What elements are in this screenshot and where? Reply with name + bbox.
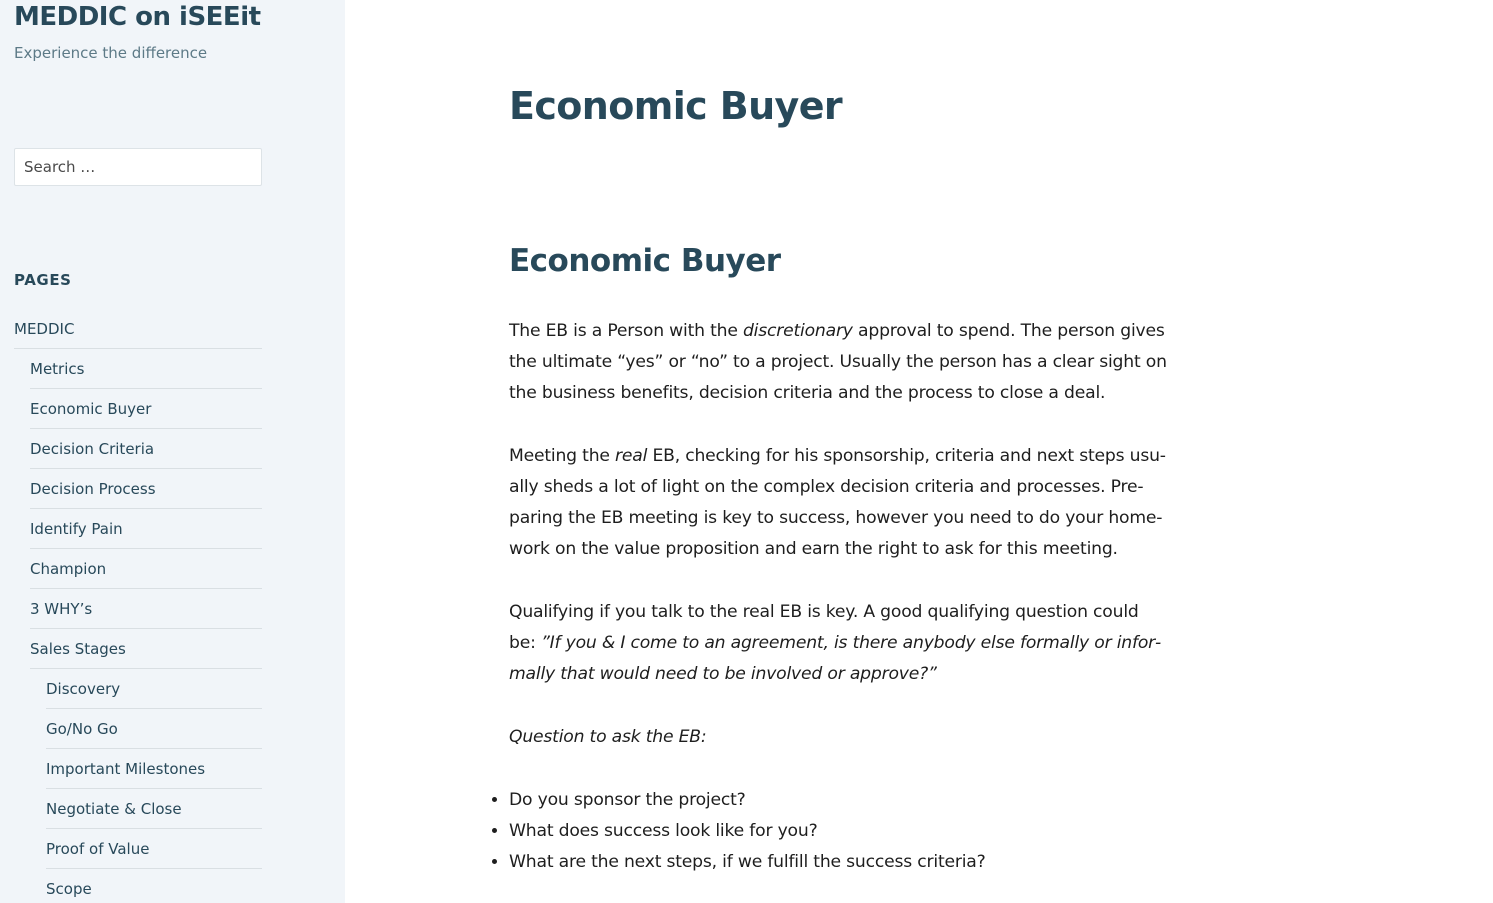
paragraph-qualifying	[509, 597, 1169, 690]
list-item: • What are the next steps, if we fulfill the success criteria?	[509, 847, 1169, 878]
nav-item-decision-criteria[interactable]: Decision Criteria	[30, 429, 262, 469]
site-title[interactable]: MEDDIC on iSEEit	[14, 2, 261, 32]
list-item: • Do you sponsor the project?	[509, 785, 1169, 816]
paragraph-text: The EB is a Person with the	[509, 321, 743, 341]
emphasis-text: discretionary	[742, 321, 853, 341]
site-description: Experience the difference	[14, 44, 208, 62]
paragraph-text: approval to spend. The person gives the ultimate “yes” or “no” to a project. Usually the person has a clear sight on the business benefits, decision criteria and the process to close a deal.	[509, 321, 1167, 403]
nav-item-economic-buyer[interactable]: Economic Buyer	[30, 389, 262, 429]
nav-item-go-no-go[interactable]: Go/No Go	[46, 709, 262, 749]
emphasis-text: real	[615, 446, 648, 466]
nav-item-discovery[interactable]: Discovery	[46, 669, 262, 709]
search-input[interactable]	[14, 148, 262, 186]
nav-item-champion[interactable]: Champion	[30, 549, 262, 589]
qualifying-question: ”If you & I come to an agreement, is there anybody else formally or informally that would need to be involved or approve?”	[509, 633, 1162, 684]
nav-item-meddic[interactable]: MEDDIC	[14, 309, 262, 349]
pages-nav	[14, 309, 262, 903]
nav-item-negotiate-close[interactable]: Negotiate & Close	[46, 789, 262, 829]
nav-item-decision-process[interactable]: Decision Process	[30, 469, 262, 509]
paragraph-meeting	[509, 441, 1169, 565]
nav-item-sales-stages[interactable]: Sales Stages	[30, 629, 262, 669]
paragraph-text: Qualifying if you talk to the real EB is key. A good qualifying question could be:	[509, 602, 1139, 653]
section-title: Economic Buyer	[509, 243, 781, 279]
paragraph-text: EB, checking for his sponsorship, criteria and next steps usually sheds a lot of light on the complex decision criteria and processes. Preparing the EB meeting is key to success, however you need to do your homework on the value proposition and earn the right to ask for this meeting.	[509, 446, 1166, 559]
list-item: • What does success look like for you?	[509, 816, 1169, 847]
paragraph-text: Meeting the	[509, 446, 616, 466]
nav-item-scope[interactable]: Scope	[46, 869, 262, 903]
nav-item-important-milestones[interactable]: Important Milestones	[46, 749, 262, 789]
paragraph-definition	[509, 316, 1169, 409]
nav-item-proof-of-value[interactable]: Proof of Value	[46, 829, 262, 869]
sidebar	[0, 0, 345, 903]
page-title: Economic Buyer	[509, 84, 843, 128]
nav-item-metrics[interactable]: Metrics	[30, 349, 262, 389]
questions-list	[509, 785, 1169, 878]
nav-item-identify-pain[interactable]: Identify Pain	[30, 509, 262, 549]
pages-heading: PAGES	[14, 271, 72, 289]
questions-intro: Question to ask the EB:	[509, 727, 707, 747]
nav-item-3-whys[interactable]: 3 WHY’s	[30, 589, 262, 629]
